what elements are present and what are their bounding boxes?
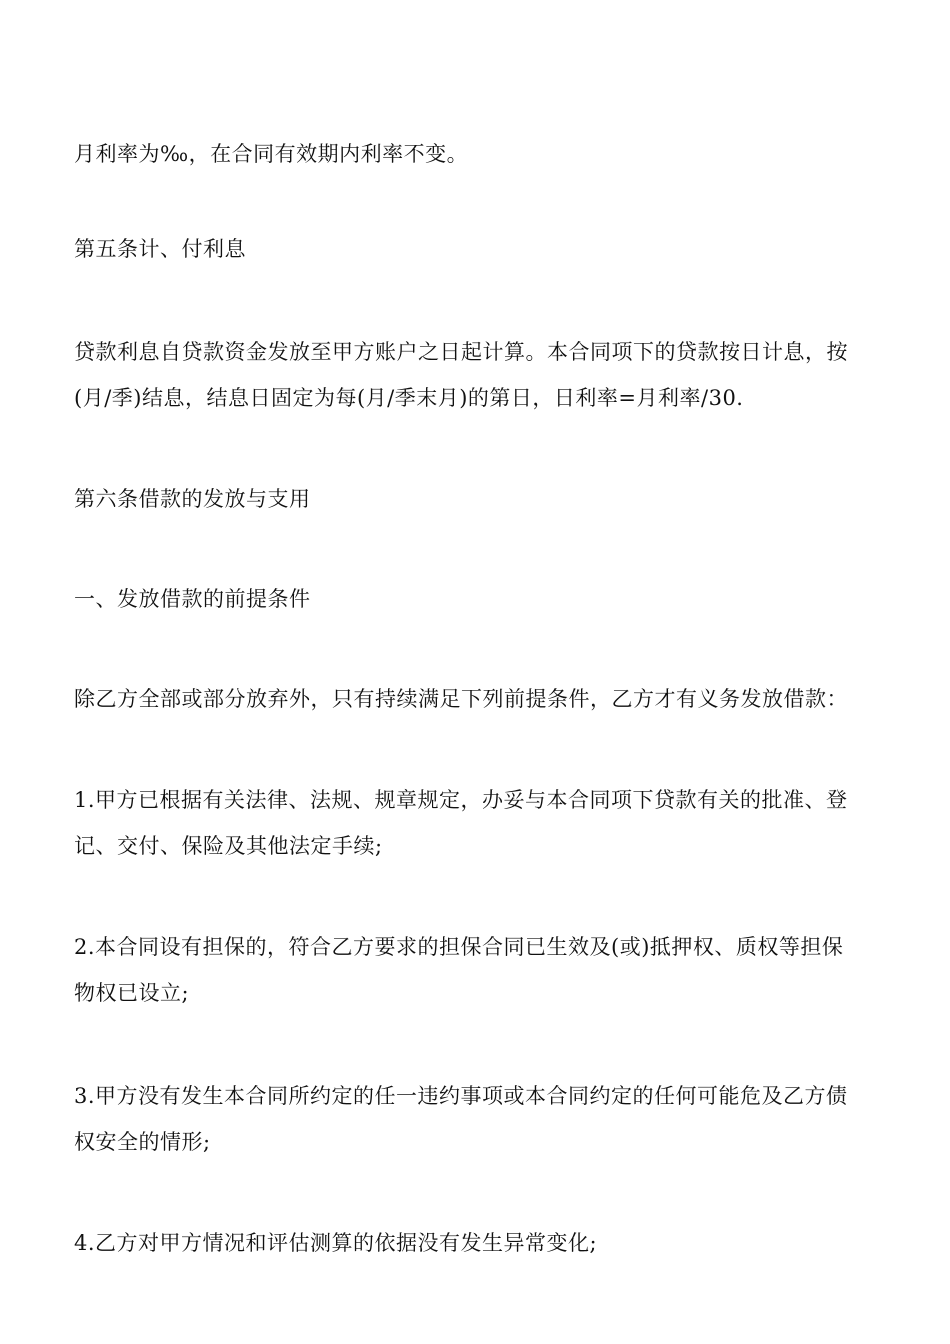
- paragraph-line: 4.乙方对甲方情况和评估测算的依据没有发生异常变化;: [74, 1231, 598, 1255]
- paragraph-line: 第六条借款的发放与支用: [74, 487, 311, 511]
- paragraph-line: 除乙方全部或部分放弃外，只有持续满足下列前提条件，乙方才有义务发放借款：: [74, 687, 848, 711]
- paragraph-line: (月/季)结息，结息日固定为每(月/季末月)的第日，日利率=月利率/30.: [74, 386, 744, 410]
- list-item-4: [74, 1220, 880, 1266]
- paragraph-line: 一、发放借款的前提条件: [74, 587, 311, 611]
- list-item-1: [74, 777, 880, 869]
- paragraph-monthly-rate: [74, 131, 880, 177]
- paragraph-line: 3.甲方没有发生本合同所约定的任一违约事项或本合同约定的任何可能危及乙方债: [74, 1084, 848, 1108]
- paragraph-preconditions-intro: [74, 676, 880, 722]
- section-heading-article-6: [74, 476, 880, 522]
- paragraph-line: 第五条计、付利息: [74, 237, 246, 261]
- list-item-2: [74, 924, 880, 1016]
- paragraph-line: 1.甲方已根据有关法律、法规、规章规定，办妥与本合同项下贷款有关的批准、登: [74, 788, 848, 812]
- paragraph-line: 2.本合同设有担保的，符合乙方要求的担保合同已生效及(或)抵押权、质权等担保: [74, 935, 844, 959]
- paragraph-line: 记、交付、保险及其他法定手续;: [74, 834, 383, 858]
- paragraph-line: 贷款利息自贷款资金发放至甲方账户之日起计算。本合同项下的贷款按日计息，按: [74, 340, 848, 364]
- section-heading-article-5: [74, 226, 880, 272]
- paragraph-line: 物权已设立;: [74, 981, 190, 1005]
- paragraph-interest-calculation: [74, 329, 880, 421]
- subheading-preconditions: [74, 576, 880, 622]
- paragraph-line: 权安全的情形;: [74, 1130, 211, 1154]
- list-item-3: [74, 1073, 880, 1165]
- paragraph-line: 月利率为‰，在合同有效期内利率不变。: [74, 142, 469, 166]
